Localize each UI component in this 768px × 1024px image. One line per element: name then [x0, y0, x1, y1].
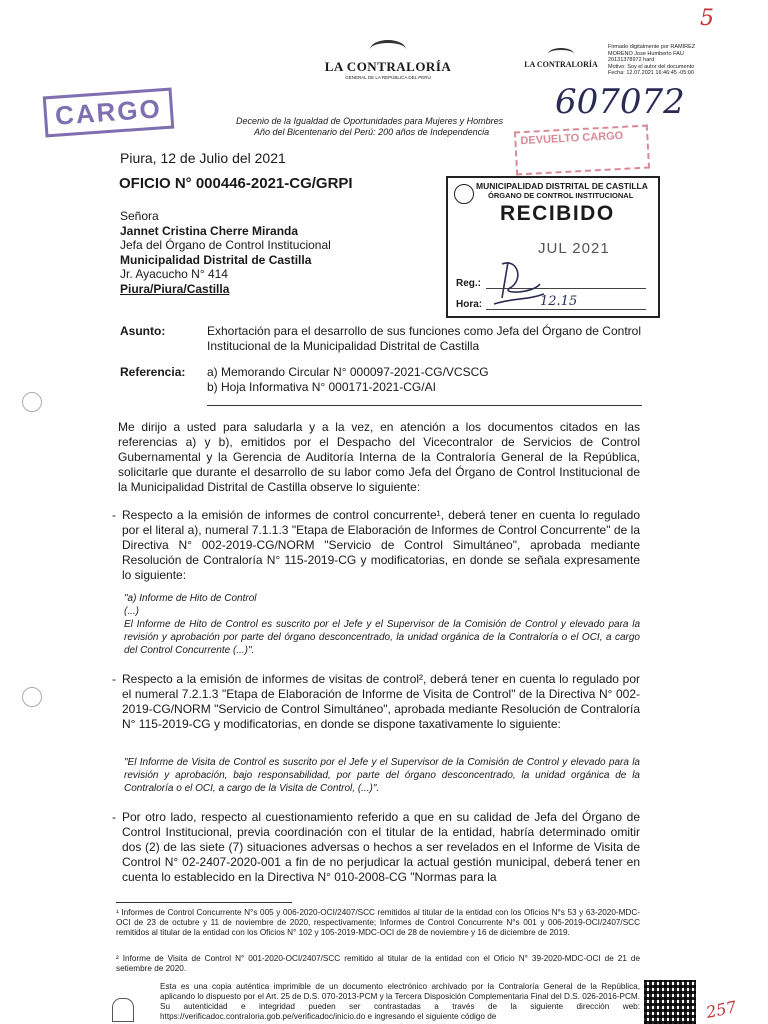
footnote-2: ² Informe de Visita de Control N° 001-2020-OCI/2407/SCC remitido al titular de la entidad con el Oficio N° 39-2020-MDC-OCI de 21 de setiembre de 2020. — [116, 954, 640, 973]
recibido-date: JUL 2021 — [538, 240, 610, 257]
authenticity-notice: Esta es una copia auténtica imprimible de un documento electrónico archivado por la Contraloría General de la República, aplicando lo dispuesto por el Art. 25 de D.S. 070-2013-PCM y la Tercera Disposición Complementaria Final del D.S. 026-2016-PCM. Su autenticidad e integridad pueden ser contrastadas a través de la siguiente dirección web: https://verificadoc.contraloria.gob.pe/verificadoc/inicio.do e ingresando el siguiente código de — [160, 982, 640, 1021]
quote-1-ellipsis: (...) — [124, 606, 139, 617]
seal-icon — [112, 998, 134, 1022]
hora-label: Hora: — [456, 299, 483, 310]
asunto-text: Exhortación para el desarrollo de sus funciones como Jefa del Órgano de Control Institucional de la Municipalidad Distrital de Castilla — [207, 324, 641, 353]
signature-line: 20131378972 hard — [608, 57, 655, 63]
logo-mark-small-icon — [548, 48, 574, 60]
addressee-name: Jannet Cristina Cherre Miranda — [120, 223, 299, 238]
contraloria-logo-small — [520, 48, 602, 69]
salutation: Señora — [120, 209, 159, 223]
oficio-number: OFICIO N° 000446-2021-CG/GRPI — [119, 175, 353, 192]
intro-paragraph: Me dirijo a usted para saludarla y a la vez, en atención a los documentos citados en las referencias a) y b), emitidos por el Despacho del Vicecontralor de Servicios de Control Gubernamental y la Gerencia de Auditoría Interna de la Contraloría General de la República, solicitarle que durante el desarrollo de su labor como Jefa del Órgano de Control Institucional de la Municipalidad Distrital de Castilla observe lo siguiente: — [118, 420, 640, 494]
signature-scribble — [488, 254, 548, 310]
logo-subtitle: GENERAL DE LA REPÚBLICA DEL PERÚ — [345, 75, 431, 80]
punch-hole — [22, 392, 42, 412]
bullet-dash: - — [112, 508, 116, 522]
asunto-label: Asunto: — [120, 324, 166, 338]
handwritten-number: 607072 — [555, 82, 685, 122]
addressee-city: Piura/Piura/Castilla — [120, 281, 230, 296]
logo-small-name: LA CONTRALORÍA — [524, 60, 598, 69]
bullet-3: Por otro lado, respecto al cuestionamiento referido a que en su calidad de Jefa del Órgano de Control Institucional, previa coordinación con el titular de la entidad, habría determinado omitir dos (2) de las siete (7) situaciones adversas o hechos a ser revelados en el Informe de Visita de Control N° 02-2407-2020-001 a fin de no perjudicar la actual gestión municipal, deberá tener en cuenta lo establecido en la Directiva N° 010-2008-CG "Normas para la — [122, 810, 640, 884]
quote-1-title: "a) Informe de Hito de Control — [124, 593, 257, 604]
municipal-seal-icon — [454, 184, 474, 204]
signature-line: Fecha: 12.07.2021 16:46:45 -05:00 — [608, 70, 694, 76]
qr-code-icon — [644, 980, 696, 1024]
footnote-1: ¹ Informes de Control Concurrente N°s 005 y 006-2020-OCI/2407/SCC remitidos al titular de la entidad con los Oficios N°s 53 y 63-2020-MDC-OCI de 23 de octubre y 11 de noviembre de 2020, respectivamente; Informes de Control Concurrente N°s 001 y 006-2019-OCI/2407/SCC remitidos al titular de la entidad con los Oficios N° 102 y 105-2019-MDC-OCI de 28 de noviembre y 16 de diciembre de 2019. — [116, 908, 640, 937]
bullet-1: Respecto a la emisión de informes de control concurrente¹, deberá tener en cuenta lo regulado por el literal a), numeral 7.1.1.3 "Etapa de Elaboración de Informes de Control Concurrente" de la Directiva N° 002-2019-CG/NORM "Servicio de Control Simultáneo", aprobada mediante Resolución de Contraloría N° 115-2019-CG y modificatorias, en donde se señala expresamente lo siguiente: — [122, 508, 640, 582]
recibido-title: RECIBIDO — [500, 202, 615, 225]
referencia-divider — [207, 405, 642, 406]
hora-value: 12.15 — [540, 294, 578, 309]
contraloria-logo — [318, 40, 458, 80]
footnote-divider — [116, 902, 292, 903]
addressee-role: Jefa del Órgano de Control Institucional — [120, 238, 331, 252]
place-date: Piura, 12 de Julio del 2021 — [120, 150, 286, 166]
quote-2: "El Informe de Visita de Control es suscrito por el Jefe y el Supervisor de la Comisión de Control y elevado para la revisión y aprobación, bajo responsabilidad, por parte del órgano desconcentrado, la unidad orgánica de la Contraloría o el OCI, a cargo de la Visita de Control, (...)". — [124, 757, 640, 794]
referencia-label: Referencia: — [120, 365, 186, 379]
referencia-a: a) Memorando Circular N° 000097-2021-CG/VCSCG — [207, 365, 489, 379]
cargo-stamp: CARGO — [43, 88, 174, 138]
recibido-organ: ÓRGANO DE CONTROL INSTITUCIONAL — [488, 191, 634, 200]
signature-line: Firmado digitalmente por RAMIREZ — [608, 44, 696, 50]
punch-hole — [22, 687, 42, 707]
addressee-block — [120, 209, 331, 296]
bullet-dash: - — [112, 672, 116, 686]
logo-mark-icon — [370, 40, 406, 59]
recibido-entity: MUNICIPALIDAD DISTRITAL DE CASTILLA — [476, 181, 648, 191]
reg-label: Reg.: — [456, 278, 481, 289]
quote-1 — [124, 592, 640, 657]
devuelto-stamp: DEVUELTO CARGO — [514, 125, 650, 176]
logo-name: LA CONTRALORÍA — [324, 59, 452, 74]
signature-line: MORENO Jose Humberto FAU — [608, 50, 684, 57]
addressee-address: Jr. Ayacucho N° 414 — [120, 267, 228, 281]
page-number: 5 — [700, 6, 714, 31]
decade-line: Decenio de la Igualdad de Oportunidades para Mujeres y Hombres — [236, 116, 504, 126]
bullet-2: Respecto a la emisión de informes de visitas de control², deberá tener en cuenta lo regulado por el numeral 7.2.1.3 "Etapa de Elaboración de Informe de Visita de Control" de la Directiva N° 002-2019-CG/NORM "Servicio de Control Simultáneo", aprobada mediante Resolución de Contraloría N° 115-2019-CG y modificatorias, en donde se dispone taxativamente lo siguiente: — [122, 672, 640, 731]
addressee-entity: Municipalidad Distrital de Castilla — [120, 252, 312, 267]
bullet-dash: - — [112, 810, 116, 824]
year-line: Año del Bicentenario del Perú: 200 años de Independencia — [254, 127, 490, 137]
signature-line: Motivo: Soy el autor del documento — [608, 63, 695, 70]
corner-number: 257 — [704, 997, 739, 1022]
recibido-stamp — [446, 176, 660, 318]
referencia-b: b) Hoja Informativa N° 000171-2021-CG/AI — [207, 380, 436, 394]
digital-signature — [608, 44, 758, 77]
referencia-list — [207, 365, 489, 395]
quote-1-body: El Informe de Hito de Control es suscrito por el Jefe y el Supervisor de la Comisión de Control y elevado para la revisión y aprobación por parte del órgano desconcentrado, la unidad orgánica de la Contraloría o el OCI, a cargo del Control Concurrente (...)". — [124, 619, 640, 656]
